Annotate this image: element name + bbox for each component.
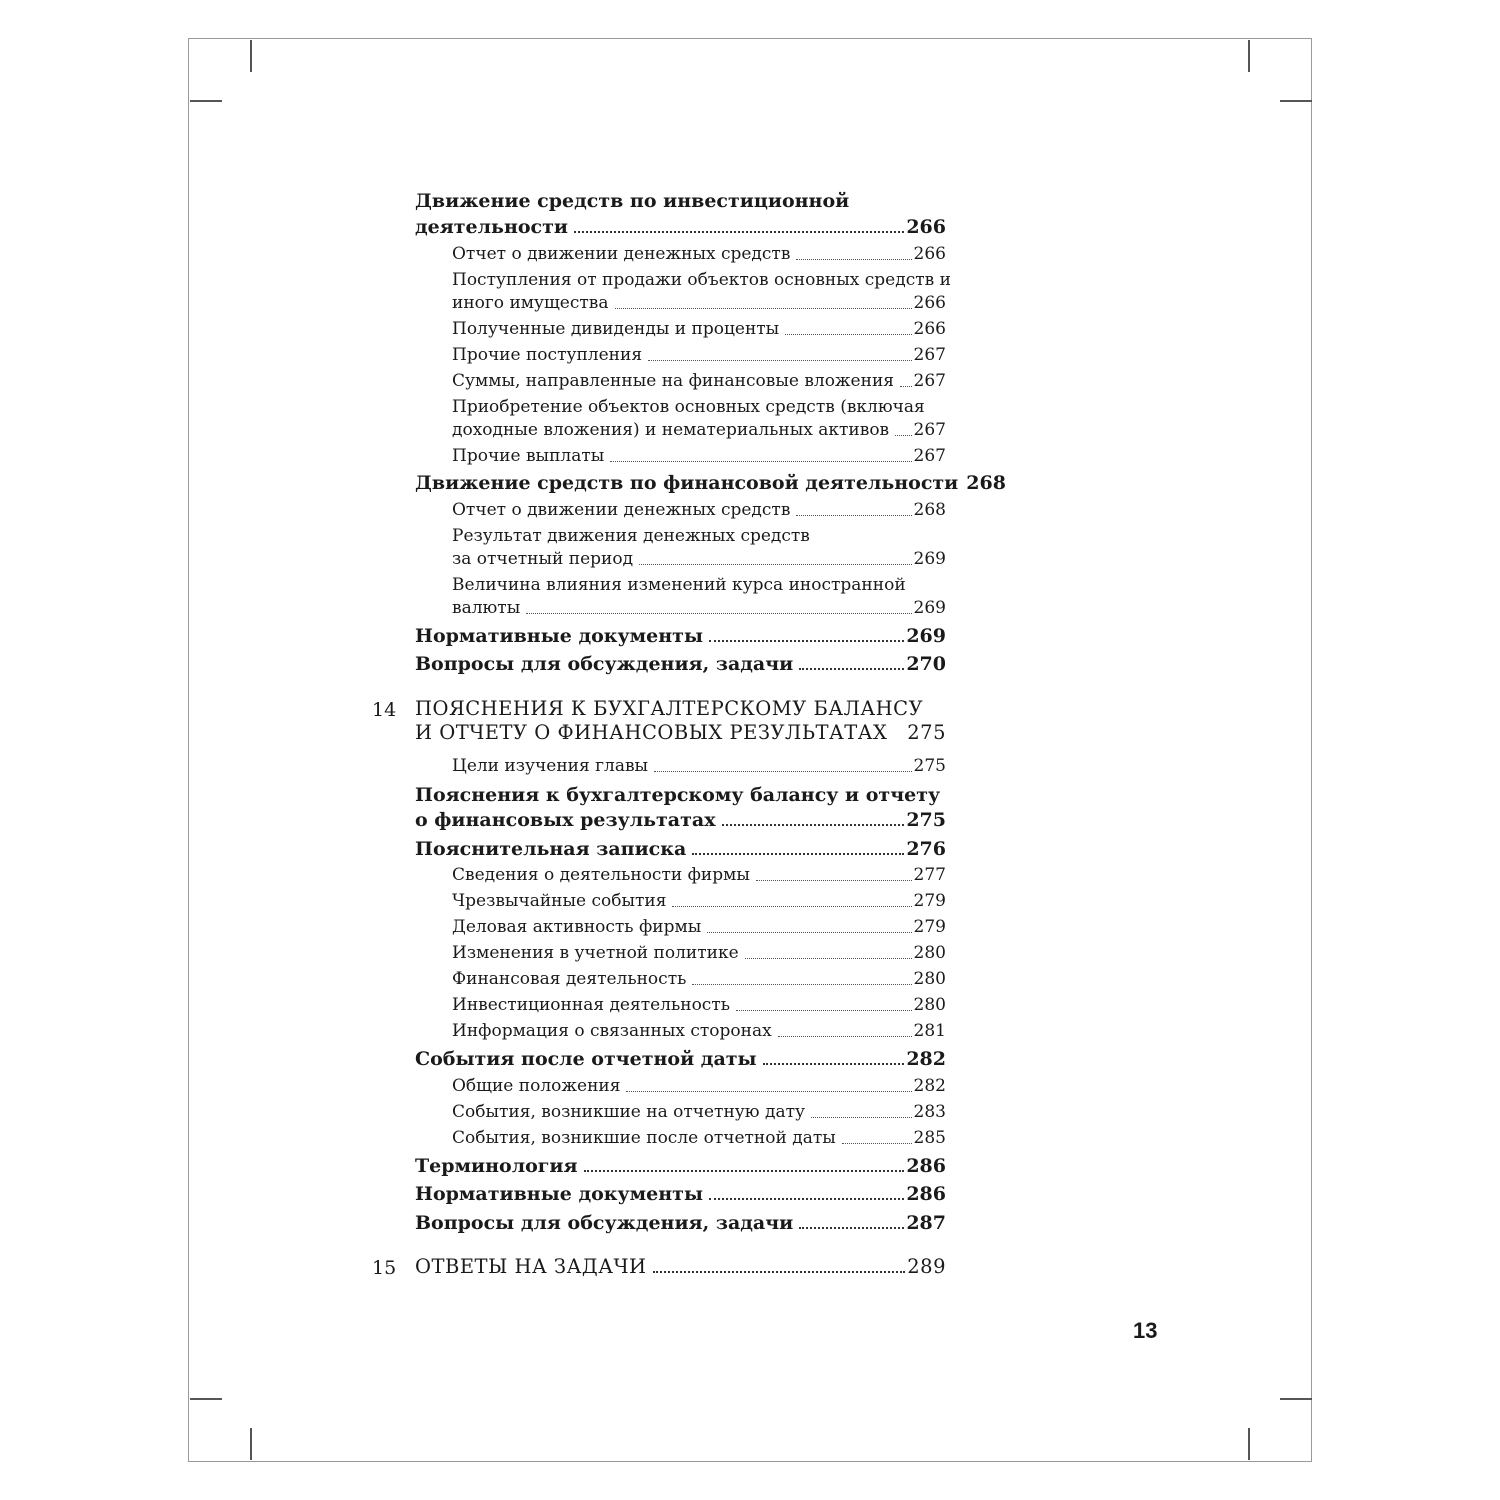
entry-page: 280 xyxy=(913,969,946,989)
leader-dots xyxy=(900,385,912,387)
entry-page: 287 xyxy=(906,1212,946,1234)
toc-entry[interactable] xyxy=(452,941,946,965)
toc-entry[interactable] xyxy=(415,837,946,861)
entry-page: 275 xyxy=(907,721,946,744)
entry-title: Деловая активность фирмы xyxy=(452,917,702,937)
entry-page: 282 xyxy=(913,1076,946,1096)
leader-dots xyxy=(811,1116,912,1118)
entry-title-line: Приобретение объектов основных средств (включая xyxy=(452,397,925,417)
toc-entry[interactable] xyxy=(415,1211,946,1235)
section-heading: Пояснения к бухгалтерскому балансу и отчету xyxy=(415,784,941,806)
entry-page: 275 xyxy=(906,809,946,831)
chapter-number: 14 xyxy=(372,699,397,721)
leader-dots xyxy=(736,1009,912,1011)
toc-entry[interactable] xyxy=(452,418,946,442)
section-heading: Движение средств по инвестиционной xyxy=(415,190,850,212)
leader-dots xyxy=(654,770,911,772)
entry-page: 268 xyxy=(913,500,946,520)
leader-dots xyxy=(584,1169,905,1172)
entry-title: Движение средств по финансовой деятельности xyxy=(415,472,959,494)
entry-title: деятельности xyxy=(415,216,568,238)
toc-entry[interactable] xyxy=(452,369,946,393)
leader-dots xyxy=(707,931,911,933)
toc-entry[interactable] xyxy=(452,863,946,887)
leader-dots xyxy=(785,333,911,335)
leader-dots xyxy=(799,667,904,670)
leader-dots xyxy=(526,612,911,614)
toc-entry[interactable] xyxy=(452,596,946,620)
entry-page: 280 xyxy=(913,943,946,963)
entry-page: 267 xyxy=(913,420,946,440)
entry-page: 276 xyxy=(906,838,946,860)
leader-dots xyxy=(796,258,911,260)
toc-entry[interactable] xyxy=(452,343,946,367)
entry-title: Полученные дивиденды и проценты xyxy=(452,319,780,339)
entry-title: Пояснительная записка xyxy=(415,838,687,860)
leader-dots xyxy=(895,434,911,436)
entry-page: 267 xyxy=(913,345,946,365)
toc-entry[interactable] xyxy=(415,808,946,832)
entry-page: 282 xyxy=(906,1048,946,1070)
entry-title: за отчетный период xyxy=(452,549,634,569)
entry-page: 281 xyxy=(913,1021,946,1041)
entry-title: События после отчетной даты xyxy=(415,1048,757,1070)
toc-entry[interactable] xyxy=(452,1126,946,1150)
toc-entry[interactable] xyxy=(452,498,946,522)
toc-entry[interactable] xyxy=(452,242,946,266)
toc-entry[interactable] xyxy=(452,1019,946,1043)
chapter-entry[interactable] xyxy=(415,1255,946,1279)
entry-title: о финансовых результатах xyxy=(415,809,716,831)
entry-title: Отчет о движении денежных средств xyxy=(452,500,791,520)
entry-title: Нормативные документы xyxy=(415,625,703,647)
entry-title: Цели изучения главы xyxy=(452,756,649,776)
entry-title: Прочие выплаты xyxy=(452,446,605,466)
leader-dots xyxy=(709,639,904,642)
leader-dots xyxy=(672,905,911,907)
entry-page: 269 xyxy=(913,598,946,618)
toc-entry[interactable] xyxy=(415,624,946,648)
leader-dots xyxy=(756,879,912,881)
toc-entry[interactable] xyxy=(415,1182,946,1206)
entry-title: Отчет о движении денежных средств xyxy=(452,244,791,264)
toc-entry[interactable] xyxy=(452,915,946,939)
entry-page: 286 xyxy=(906,1183,946,1205)
entry-page: 266 xyxy=(913,319,946,339)
entry-page: 275 xyxy=(913,756,946,776)
entry-page: 266 xyxy=(913,293,946,313)
toc-entry[interactable] xyxy=(452,993,946,1017)
toc-entry[interactable] xyxy=(415,215,946,239)
leader-dots xyxy=(648,359,912,361)
chapter-title-line: ПОЯСНЕНИЯ К БУХГАЛТЕРСКОМУ БАЛАНСУ xyxy=(415,697,924,720)
entry-title: Вопросы для обсуждения, задачи xyxy=(415,1212,794,1234)
entry-page: 283 xyxy=(913,1102,946,1122)
toc-entry[interactable] xyxy=(415,652,946,676)
chapter-title: И ОТЧЕТУ О ФИНАНСОВЫХ РЕЗУЛЬТАТАХ xyxy=(415,721,888,744)
chapter-entry[interactable] xyxy=(415,721,946,745)
entry-title: доходные вложения) и нематериальных активов xyxy=(452,420,890,440)
leader-dots xyxy=(639,563,911,565)
leader-dots xyxy=(653,1270,906,1273)
entry-title: Информация о связанных сторонах xyxy=(452,1021,772,1041)
leader-dots xyxy=(796,514,911,516)
entry-title: Инвестиционная деятельность xyxy=(452,995,730,1015)
entry-page: 286 xyxy=(906,1155,946,1177)
entry-title: События, возникшие на отчетную дату xyxy=(452,1102,805,1122)
leader-dots xyxy=(763,1062,905,1065)
entry-page: 266 xyxy=(906,216,946,238)
leader-dots xyxy=(778,1035,912,1037)
entry-page: 279 xyxy=(913,891,946,911)
entry-title: Общие положения xyxy=(452,1076,621,1096)
leader-dots xyxy=(692,983,911,985)
entry-title: валюты xyxy=(452,598,521,618)
toc-entry[interactable] xyxy=(452,1100,946,1124)
entry-page: 277 xyxy=(913,865,946,885)
entry-page: 280 xyxy=(913,995,946,1015)
entry-title: События, возникшие после отчетной даты xyxy=(452,1128,836,1148)
toc-entry[interactable] xyxy=(452,967,946,991)
entry-page: 266 xyxy=(913,244,946,264)
entry-title: Финансовая деятельность xyxy=(452,969,687,989)
entry-page: 285 xyxy=(913,1128,946,1148)
entry-page: 269 xyxy=(913,549,946,569)
entry-title: Сведения о деятельности фирмы xyxy=(452,865,750,885)
toc-entry[interactable] xyxy=(452,317,946,341)
entry-title: Терминология xyxy=(415,1155,578,1177)
toc-entry[interactable] xyxy=(415,1154,946,1178)
entry-page: 268 xyxy=(966,472,1006,494)
entry-title: Суммы, направленные на финансовые вложения xyxy=(452,371,895,391)
leader-dots xyxy=(842,1142,912,1144)
entry-title-line: Поступления от продажи объектов основных средств и xyxy=(452,270,951,290)
entry-title: Изменения в учетной политике xyxy=(452,943,739,963)
toc-entry[interactable] xyxy=(452,1074,946,1098)
entry-title: иного имущества xyxy=(452,293,609,313)
toc-entry[interactable] xyxy=(452,547,946,571)
toc-entry[interactable] xyxy=(452,444,946,468)
page-number: 13 xyxy=(1133,1318,1158,1343)
leader-dots xyxy=(574,230,904,233)
entry-title: Нормативные документы xyxy=(415,1183,703,1205)
toc-entry[interactable] xyxy=(452,889,946,913)
chapter-title: ОТВЕТЫ НА ЗАДАЧИ xyxy=(415,1255,647,1278)
leader-dots xyxy=(626,1090,911,1092)
entry-page: 269 xyxy=(906,625,946,647)
leader-dots xyxy=(722,823,905,826)
entry-title-line: Величина влияния изменений курса иностранной xyxy=(452,575,906,595)
leader-dots xyxy=(745,957,912,959)
entry-page: 267 xyxy=(913,371,946,391)
toc-entry[interactable] xyxy=(415,1047,946,1071)
entry-page: 279 xyxy=(913,917,946,937)
leader-dots xyxy=(615,307,912,309)
entry-title-line: Результат движения денежных средств xyxy=(452,526,810,546)
entry-title: Чрезвычайные события xyxy=(452,891,667,911)
leader-dots xyxy=(692,852,904,855)
chapter-number: 15 xyxy=(372,1257,397,1279)
entry-title: Прочие поступления xyxy=(452,345,643,365)
entry-page: 289 xyxy=(907,1255,946,1278)
leader-dots xyxy=(709,1197,904,1200)
leader-dots xyxy=(610,460,911,462)
entry-page: 267 xyxy=(913,446,946,466)
entry-title: Вопросы для обсуждения, задачи xyxy=(415,653,794,675)
entry-page: 270 xyxy=(906,653,946,675)
toc-entry[interactable] xyxy=(415,471,1006,495)
leader-dots xyxy=(799,1226,904,1229)
toc-entry[interactable] xyxy=(452,754,946,778)
toc-entry[interactable] xyxy=(452,291,946,315)
